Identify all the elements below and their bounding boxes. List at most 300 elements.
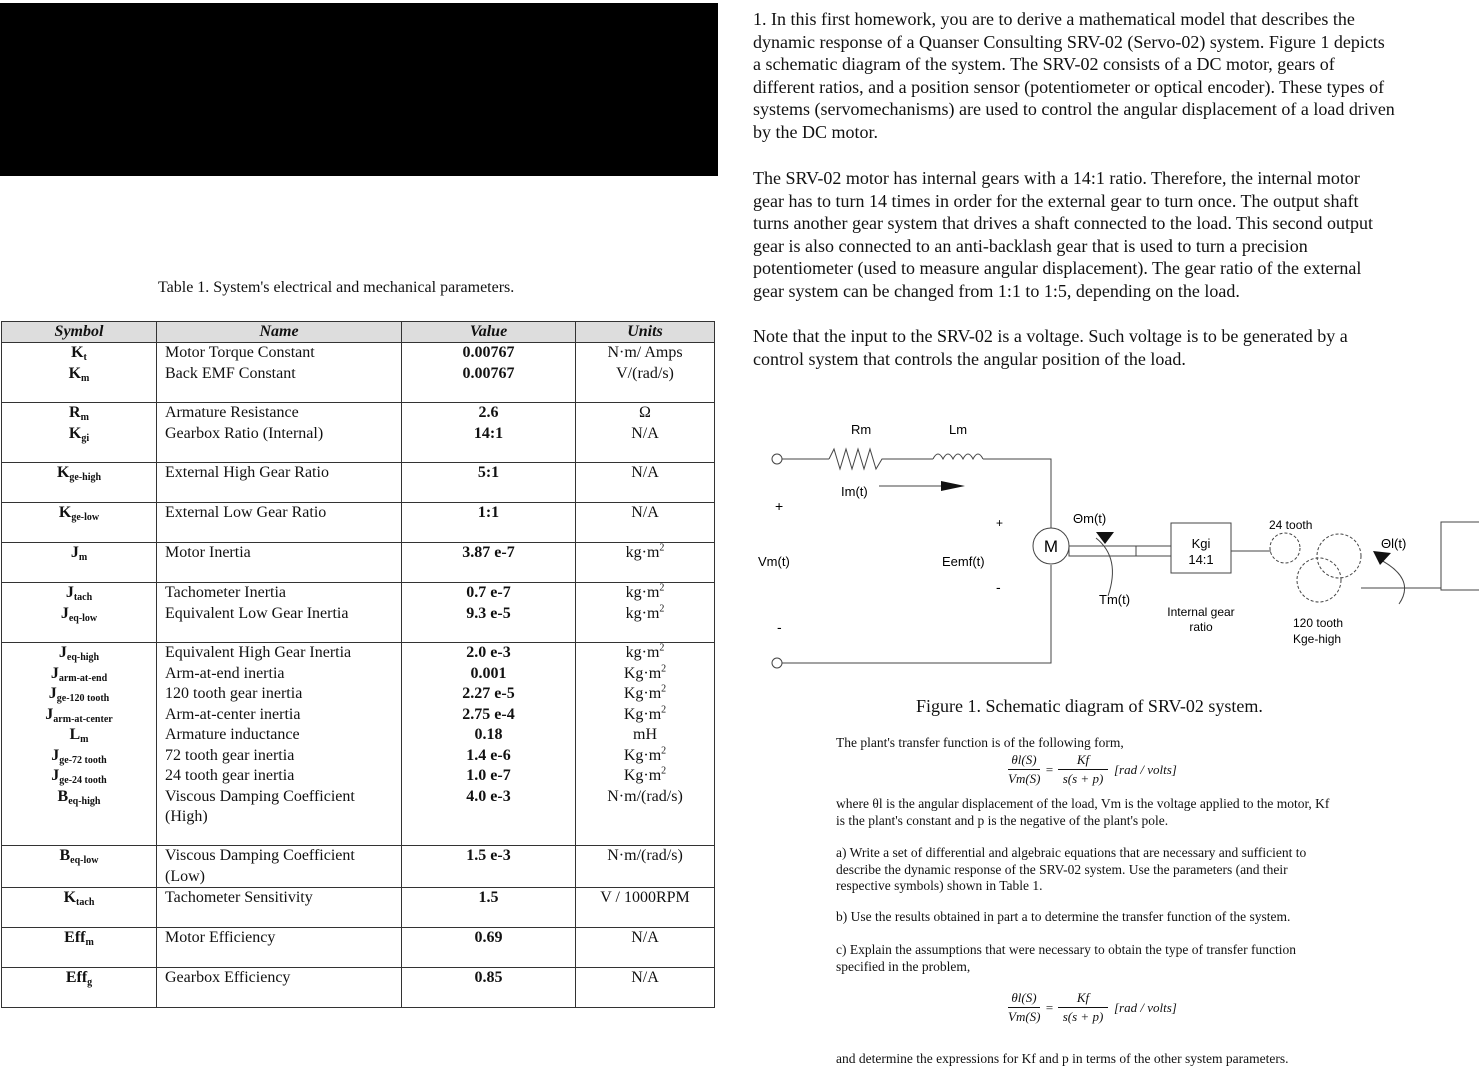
symbol <box>2 746 156 767</box>
denominator: s(s + p) <box>1062 771 1104 786</box>
wire <box>983 459 1051 528</box>
text-line: gear has to turn 14 times in order for the external gear to turn once. The output shaft <box>753 190 1359 211</box>
parameter-name: (Low) <box>165 867 205 885</box>
text-line: gear is also connected to an anti-backlash gear that is used to turn a precision <box>753 235 1308 256</box>
arrow-head <box>941 481 965 491</box>
unit-text: N·m/(rad/s) <box>607 847 683 864</box>
name-cell <box>157 463 402 503</box>
text-line: by the DC motor. <box>753 121 878 142</box>
label-plus: + <box>775 498 784 514</box>
unit-superscript: 2 <box>659 642 665 654</box>
parameter-unit <box>576 583 714 604</box>
unit-text: N/A <box>631 464 659 481</box>
parameter-unit <box>576 705 714 726</box>
table-row <box>2 928 715 968</box>
name-cell <box>157 543 402 583</box>
label-eemf: Eemf(t) <box>942 554 985 569</box>
schematic-diagram <box>753 410 1479 690</box>
unit-text: N/A <box>631 969 659 986</box>
label-tm: Tm(t) <box>1099 592 1131 607</box>
symbol-base: K <box>58 504 72 521</box>
symbol-cell <box>2 643 157 846</box>
value-cell <box>402 643 576 846</box>
name-cell <box>157 583 402 643</box>
parameter-unit <box>576 343 714 364</box>
value-cell <box>402 583 576 643</box>
unit-superscript: 2 <box>661 704 667 716</box>
parameter-name: External High Gear Ratio <box>165 464 329 481</box>
parameter-value: 2.6 <box>478 404 499 421</box>
symbol-cell <box>2 846 157 888</box>
symbol-base: K <box>68 364 82 382</box>
symbol <box>2 787 156 808</box>
units: [rad / volts] <box>1114 1000 1177 1015</box>
unit-superscript: 2 <box>659 603 665 615</box>
where-paragraph <box>836 796 1329 829</box>
parameter-value: 2.27 e-5 <box>462 685 515 702</box>
label-minus: - <box>777 619 782 635</box>
units-cell <box>576 463 715 503</box>
unit-text: N·m/(rad/s) <box>607 787 683 805</box>
units-cell <box>576 403 715 463</box>
parameter-name: Equivalent Low Gear Inertia <box>165 604 349 622</box>
parameter-value: 0.00767 <box>462 364 515 382</box>
header-value: Value <box>402 322 576 343</box>
symbol-cell <box>2 463 157 503</box>
tf-intro: The plant's transfer function is of the following form, <box>836 735 1124 750</box>
name-cell <box>157 968 402 1008</box>
parameter-name: Arm-at-end inertia <box>165 664 285 682</box>
table-row <box>2 543 715 583</box>
symbol <box>2 664 156 685</box>
symbol-base: J <box>50 664 59 682</box>
symbol-subscript: m <box>78 552 88 563</box>
units-cell <box>576 643 715 846</box>
inductor-symbol <box>933 454 983 459</box>
symbol-subscript: t <box>83 352 87 363</box>
unit-text: Kg·m <box>623 746 662 764</box>
value-cell <box>402 463 576 503</box>
fraction-bar <box>1008 769 1040 770</box>
symbol-base: L <box>69 726 81 743</box>
fraction-left <box>1008 990 1040 1025</box>
header-symbol: Symbol <box>2 322 157 343</box>
text-line: control system that controls the angular position of the load. <box>753 348 1186 369</box>
text-line: potentiometer (used to measure angular displacement). The gear ratio of the external <box>753 258 1362 278</box>
question-c <box>836 942 1296 975</box>
gear-120-tooth <box>1297 558 1341 602</box>
symbol-base: R <box>69 404 81 421</box>
symbol <box>2 888 156 909</box>
symbol <box>2 424 156 445</box>
table-row <box>2 463 715 503</box>
equals: = <box>1045 762 1054 777</box>
parameter-name: Motor Efficiency <box>165 929 276 946</box>
label-eemf-minus: - <box>996 579 1001 595</box>
spacer <box>402 807 575 828</box>
parameter-name: 24 tooth gear inertia <box>165 767 295 784</box>
parameter-unit <box>576 403 714 424</box>
parameter-unit <box>576 928 714 949</box>
parameter-name: 72 tooth gear inertia <box>165 746 295 764</box>
text-line: gear system can be changed from 1:1 to 1:5, depending on the load. <box>753 280 1240 301</box>
symbol-cell <box>2 503 157 543</box>
parameter-name: Gearbox Efficiency <box>165 969 291 986</box>
parameter-value: 1.4 e-6 <box>466 746 511 764</box>
symbol-subscript: ge-low <box>71 512 100 523</box>
table-row <box>2 846 715 888</box>
symbol-subscript: ge-120 tooth <box>56 693 110 704</box>
parameter-value: 0.85 <box>474 969 503 986</box>
parameter-name: External Low Gear Ratio <box>165 504 327 521</box>
symbol-base: J <box>48 685 57 702</box>
parameter-value: 1.0 e-7 <box>466 767 511 784</box>
value-cell <box>402 888 576 928</box>
label-kge-high: Kge-high <box>1293 632 1342 646</box>
symbol-subscript: eq-high <box>66 652 100 663</box>
spacer <box>2 867 156 888</box>
symbol <box>2 968 156 989</box>
redacted-block <box>0 3 718 176</box>
name-cell <box>157 888 402 928</box>
question-b: b) Use the results obtained in part a to determine the transfer function of the system. <box>836 909 1291 924</box>
text-line: where θl is the angular displacement of the load, Vm is the voltage applied to the motor, Kf <box>836 796 1330 811</box>
terminal-bottom <box>772 658 782 668</box>
symbol-subscript: gi <box>81 432 90 444</box>
denominator: Vm(S) <box>1008 1009 1041 1024</box>
units-cell <box>576 888 715 928</box>
parameter-value: 5:1 <box>477 464 500 481</box>
figure-caption: Figure 1. Schematic diagram of SRV-02 system. <box>916 696 1263 716</box>
value-cell <box>402 928 576 968</box>
text-line: specified in the problem, <box>836 958 971 974</box>
symbol-base: Eff <box>64 929 86 946</box>
symbol-subscript: m <box>80 734 89 745</box>
label-lm: Lm <box>949 422 968 437</box>
parameter-value: 2.0 e-3 <box>466 644 511 661</box>
symbol-subscript: tach <box>73 592 93 603</box>
unit-text: N/A <box>631 504 659 521</box>
symbol <box>2 846 156 867</box>
symbol-subscript: ge-24 tooth <box>59 775 107 786</box>
parameter-name: Viscous Damping Coefficient <box>165 847 355 864</box>
name-cell <box>157 643 402 846</box>
symbol-base: B <box>57 787 69 805</box>
label-im: Im(t) <box>841 484 868 499</box>
name-cell <box>157 928 402 968</box>
parameter-name: Viscous Damping Coefficient <box>165 787 355 805</box>
equals: = <box>1045 1000 1054 1015</box>
parameter-unit <box>576 746 714 767</box>
symbol-subscript: tach <box>76 897 95 908</box>
symbol-base: J <box>45 705 54 723</box>
fraction-right <box>1058 752 1108 787</box>
parameters-table <box>1 321 715 1008</box>
parameter-unit <box>576 543 714 564</box>
unit-superscript: 2 <box>661 745 667 757</box>
symbol <box>2 463 156 484</box>
parameter-value: 0.001 <box>470 664 507 682</box>
table-row <box>2 343 715 403</box>
symbol-base: J <box>60 604 69 622</box>
symbol-subscript: m <box>81 372 90 384</box>
symbol-base: J <box>51 746 60 764</box>
wire <box>782 565 1051 663</box>
parameter-unit <box>576 424 714 445</box>
paragraph-gears <box>753 167 1373 302</box>
arrow-head <box>1373 551 1391 565</box>
text-line: turns another gear system that drives a shaft connected to the load. This second output <box>753 213 1374 233</box>
fraction-left <box>1008 752 1040 787</box>
unit-text: Kg·m <box>623 767 662 784</box>
symbol <box>2 583 156 604</box>
label-120-tooth: 120 tooth <box>1293 616 1344 630</box>
value-cell <box>402 503 576 543</box>
parameter-value: 9.3 e-5 <box>466 604 511 622</box>
unit-text: N·m/ Amps <box>607 344 683 361</box>
numerator: θl(S) <box>1011 752 1037 767</box>
symbol-subscript: m <box>80 412 89 423</box>
question-a <box>836 845 1306 895</box>
text-line: 1. In this first homework, you are to derive a mathematical model that describes the <box>753 9 1355 29</box>
symbol-cell <box>2 968 157 1008</box>
parameter-name: (High) <box>165 808 208 825</box>
label-rm: Rm <box>851 422 872 437</box>
symbol <box>2 403 156 424</box>
parameter-name: Armature Resistance <box>165 404 299 421</box>
units-cell <box>576 503 715 543</box>
fraction-bar <box>1058 769 1108 770</box>
symbol <box>2 766 156 787</box>
symbol-subscript: eq-low <box>68 612 98 624</box>
label-theta-l: Θl(t) <box>1381 536 1407 551</box>
symbol-subscript: eq-low <box>70 855 99 866</box>
parameter-value: 14:1 <box>473 424 504 442</box>
fraction-bar <box>1058 1007 1108 1008</box>
symbol <box>2 928 156 949</box>
unit-text: Kg·m <box>623 705 662 723</box>
text-line: a) Write a set of differential and algebraic equations that are necessary and sufficient to <box>836 845 1307 860</box>
symbol-subscript: ge-72 tooth <box>59 754 107 766</box>
gear-output <box>1317 534 1361 578</box>
unit-text: kg·m <box>625 604 660 622</box>
label-internal-ratio: ratio <box>1189 620 1213 634</box>
units-cell <box>576 846 715 888</box>
symbol-base: J <box>58 644 67 661</box>
header-name: Name <box>157 322 402 343</box>
symbol <box>2 705 156 726</box>
symbol-subscript: eq-high <box>68 795 101 807</box>
label-vm: Vm(t) <box>758 554 790 569</box>
symbol-base: K <box>71 344 84 361</box>
transfer-function-2 <box>1008 990 1198 1030</box>
parameter-value: 0.69 <box>474 929 503 946</box>
parameter-name: Motor Inertia <box>165 544 251 561</box>
parameter-unit <box>576 766 714 787</box>
value-cell <box>402 968 576 1008</box>
text-line: respective symbols) shown in Table 1. <box>836 878 1043 893</box>
parameter-value: 1:1 <box>477 504 500 521</box>
units-cell <box>576 928 715 968</box>
table-header-row <box>2 322 715 343</box>
symbol-base: K <box>68 424 82 442</box>
symbol-base: J <box>70 544 79 561</box>
table-row <box>2 583 715 643</box>
parameter-value: 4.0 e-3 <box>466 787 511 805</box>
parameter-value: 0.7 e-7 <box>466 584 511 601</box>
text-line: dynamic response of a Quanser Consulting SRV-02 (Servo-02) system. Figure 1 depicts <box>753 31 1385 52</box>
parameter-unit <box>576 604 714 625</box>
symbol-base: K <box>56 464 70 481</box>
spacer <box>2 807 156 828</box>
denominator: Vm(S) <box>1008 771 1041 786</box>
text-line: The SRV-02 motor has internal gears with a 14:1 ratio. Therefore, the internal motor <box>753 168 1360 188</box>
symbol-subscript: g <box>87 977 93 988</box>
resistor-symbol <box>829 449 933 469</box>
unit-superscript: 2 <box>661 663 667 675</box>
symbol-cell <box>2 928 157 968</box>
arrow-head <box>1096 532 1114 544</box>
parameter-unit <box>576 968 714 989</box>
symbol-base: J <box>65 584 74 601</box>
symbol-base: B <box>59 847 71 864</box>
numerator: θl(S) <box>1011 990 1037 1005</box>
parameter-name: 120 tooth gear inertia <box>165 685 303 702</box>
symbol-subscript: m <box>85 937 94 948</box>
parameter-name: Motor Torque Constant <box>165 344 315 361</box>
terminal-top <box>772 454 782 464</box>
symbol-base: K <box>63 889 77 906</box>
unit-superscript: 2 <box>661 765 667 777</box>
value-cell <box>402 403 576 463</box>
parameter-name: Tachometer Sensitivity <box>165 889 313 906</box>
parameter-unit <box>576 846 714 867</box>
spacer <box>576 867 714 888</box>
units-cell <box>576 343 715 403</box>
units-cell <box>576 968 715 1008</box>
parameter-unit <box>576 787 714 808</box>
unit-superscript: 2 <box>659 582 665 594</box>
name-cell <box>157 846 402 888</box>
parameter-value: 1.5 e-3 <box>466 847 511 864</box>
unit-text: Kg·m <box>623 685 662 702</box>
name-cell <box>157 503 402 543</box>
name-cell <box>157 403 402 463</box>
numerator: Kf <box>1076 752 1090 767</box>
unit-text: Ω <box>639 404 651 421</box>
value-cell <box>402 343 576 403</box>
symbol <box>2 364 156 385</box>
parameter-name: Gearbox Ratio (Internal) <box>165 424 324 442</box>
parameter-unit <box>576 463 714 484</box>
label-ratio: 14:1 <box>1188 552 1214 567</box>
symbol-subscript: ge-high <box>69 472 102 483</box>
unit-text: V / 1000RPM <box>600 889 690 906</box>
parameter-unit <box>576 664 714 685</box>
symbol-cell <box>2 343 157 403</box>
parameter-unit <box>576 888 714 909</box>
paragraph-intro <box>753 8 1395 143</box>
text-line: is the plant's constant and p is the negative of the plant's pole. <box>836 812 1169 828</box>
symbol <box>2 643 156 664</box>
numerator: Kf <box>1076 990 1090 1005</box>
units-cell <box>576 543 715 583</box>
label-internal-gear: Internal gear <box>1167 605 1235 619</box>
rotation-arrow <box>1377 558 1405 604</box>
parameter-value: 0.18 <box>474 726 503 743</box>
text-line: systems (servomechanisms) are used to control the angular displacement of a load driven <box>753 99 1395 119</box>
parameter-unit <box>576 643 714 664</box>
units-cell <box>576 583 715 643</box>
unit-text: V/(rad/s) <box>616 364 674 382</box>
table-row <box>2 968 715 1008</box>
parameter-name: Back EMF Constant <box>165 364 296 382</box>
fraction-right <box>1058 990 1108 1025</box>
unit-text: kg·m <box>625 544 660 561</box>
paragraph-input <box>753 325 1348 370</box>
label-kgi: Kgi <box>1191 536 1211 551</box>
symbol <box>2 725 156 746</box>
table-row <box>2 503 715 543</box>
symbol-cell <box>2 543 157 583</box>
symbol-base: J <box>51 767 60 784</box>
label-eemf-plus: + <box>996 516 1004 530</box>
parameter-name: Equivalent High Gear Inertia <box>165 644 352 661</box>
parameter-value: 2.75 e-4 <box>462 705 515 723</box>
symbol <box>2 604 156 625</box>
unit-text: Kg·m <box>623 664 662 682</box>
table-row <box>2 403 715 463</box>
text-line: a schematic diagram of the system. The SRV-02 consists of a DC motor, gears of <box>753 54 1335 74</box>
value-cell <box>402 543 576 583</box>
value-cell <box>402 846 576 888</box>
parameter-name: Armature inductance <box>165 726 300 743</box>
table-caption: Table 1. System's electrical and mechanical parameters. <box>158 279 515 296</box>
parameter-unit <box>576 503 714 524</box>
unit-text: kg·m <box>625 584 660 601</box>
symbol <box>2 684 156 705</box>
unit-text: N/A <box>631 929 659 946</box>
parameter-unit <box>576 684 714 705</box>
motor-label: M <box>1043 537 1059 556</box>
parameter-name: Tachometer Inertia <box>165 584 287 601</box>
parameter-value: 3.87 e-7 <box>462 544 515 561</box>
spacer <box>576 807 714 828</box>
unit-text: kg·m <box>625 644 660 661</box>
symbol <box>2 543 156 564</box>
unit-superscript: 2 <box>661 683 667 695</box>
symbol-cell <box>2 403 157 463</box>
table-row <box>2 888 715 928</box>
symbol-cell <box>2 888 157 928</box>
symbol-cell <box>2 583 157 643</box>
label-theta-m: Θm(t) <box>1073 511 1107 526</box>
text-line: Note that the input to the SRV-02 is a voltage. Such voltage is to be generated by a <box>753 326 1348 346</box>
symbol <box>2 343 156 364</box>
unit-text: mH <box>633 726 657 743</box>
symbol <box>2 503 156 524</box>
parameter-unit <box>576 364 714 385</box>
parameter-value: 0.00767 <box>462 344 515 361</box>
parameter-value: 1.5 <box>478 889 499 906</box>
text-line: describe the dynamic response of the SRV-02 system. Use the parameters (and their <box>836 861 1288 877</box>
spacer <box>402 867 575 888</box>
parameter-unit <box>576 725 714 746</box>
header-units: Units <box>576 322 715 343</box>
symbol-subscript: arm-at-center <box>53 713 113 725</box>
shaft-coupling <box>1136 546 1171 556</box>
transfer-function-1 <box>1008 752 1198 792</box>
